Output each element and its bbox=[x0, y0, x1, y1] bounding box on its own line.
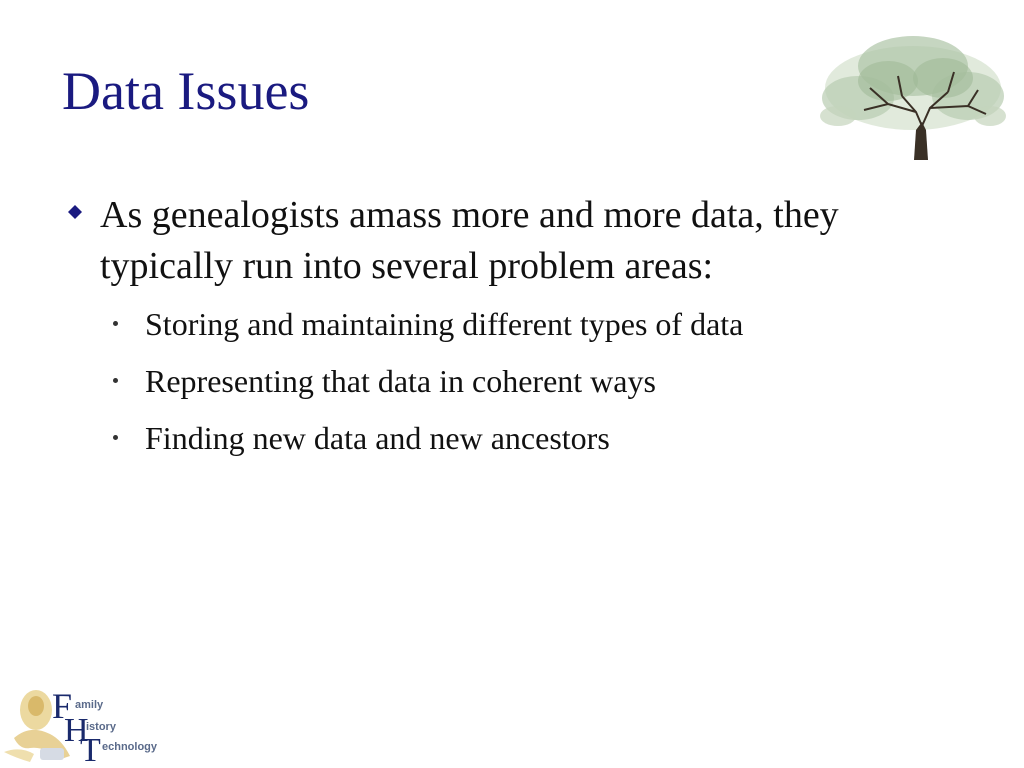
logo-letter-f: F bbox=[52, 686, 73, 726]
sub-bullet-text: Representing that data in coherent ways bbox=[145, 363, 656, 399]
dot-bullet-icon bbox=[113, 435, 118, 440]
dot-bullet-icon bbox=[113, 321, 118, 326]
slide-content bbox=[62, 190, 962, 467]
logo-letter-t: T bbox=[80, 732, 101, 768]
logo-word-istory: istory bbox=[86, 721, 116, 733]
sub-bullet-item bbox=[62, 353, 962, 410]
sub-bullet-text: Storing and maintaining different types of data bbox=[145, 306, 744, 342]
dot-bullet-icon bbox=[113, 378, 118, 383]
logo-letter-h: H bbox=[64, 712, 89, 749]
tree-icon bbox=[818, 26, 1008, 161]
family-history-technology-logo bbox=[0, 676, 215, 766]
logo-word-amily: amily bbox=[75, 699, 104, 711]
sub-bullet-item bbox=[62, 296, 962, 353]
diamond-bullet-icon bbox=[68, 205, 82, 219]
main-bullet-text: As genealogists amass more and more data, they typically run into several problem areas: bbox=[100, 194, 839, 287]
main-bullet bbox=[62, 190, 962, 292]
sub-bullet-list bbox=[62, 296, 962, 467]
sub-bullet-text: Finding new data and new ancestors bbox=[145, 420, 610, 456]
slide-title: Data Issues bbox=[62, 61, 310, 121]
logo-word-echnology: echnology bbox=[102, 741, 158, 753]
sub-bullet-item bbox=[62, 410, 962, 467]
